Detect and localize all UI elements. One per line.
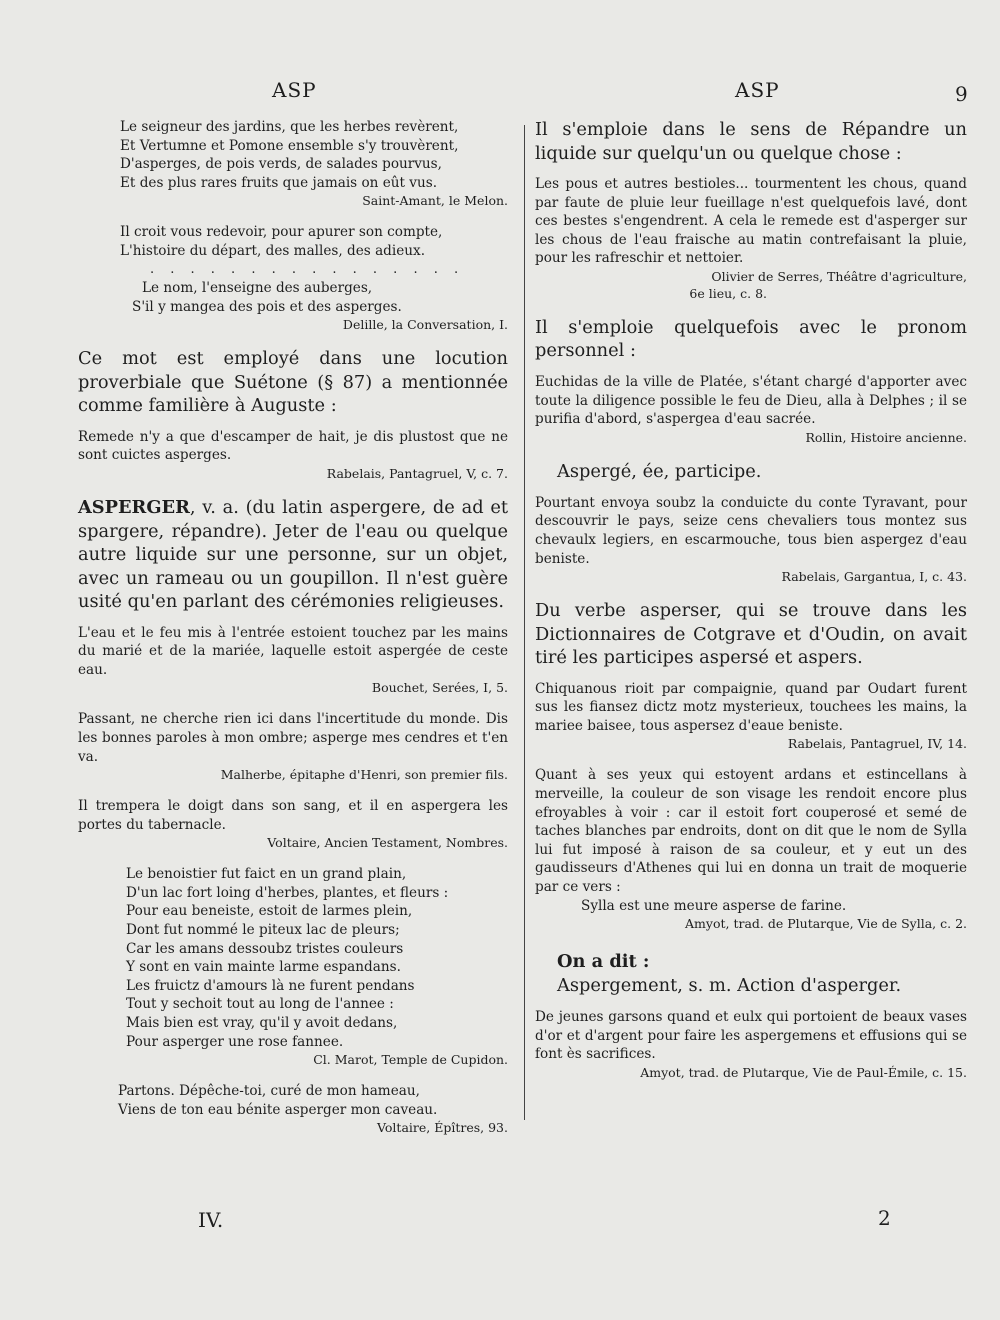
citation: Rollin, Histoire ancienne. (805, 429, 967, 445)
sub-entry-heading: Aspergé, ée, participe. (557, 460, 762, 482)
quotation: Remede n'y a que d'escamper de hait, je dis plustost que ne sont cuictes asperges. (78, 428, 508, 464)
verse-line: L'histoire du départ, des malles, des adieux. (120, 242, 426, 259)
verse-line: Y sont en vain mainte larme espandans. (126, 959, 401, 976)
verse-line: Le benoistier fut faict en un grand plain, (126, 866, 407, 883)
citation: Rabelais, Gargantua, I, c. 43. (781, 569, 967, 585)
citation: Voltaire, Ancien Testament, Nombres. (267, 835, 508, 851)
quotation: Passant, ne cherche rien ici dans l'incertitude du monde. Dis les bonnes paroles à mon ombre; asperge mes cendres et t'en va. (78, 711, 508, 765)
quoted-verse: Sylla est une meure asperse de farine. (581, 897, 847, 914)
citation: Voltaire, Épîtres, 93. (377, 1120, 508, 1136)
verse-line: S'il y mangea des pois et des asperges. (132, 298, 402, 315)
verse-line: Pour eau beneiste, estoit de larmes plein, (126, 903, 413, 920)
quotation: L'eau et le feu mis à l'entrée estoient touchez par les mains du marié et de la mariée, laquelle estoit aspergée de ceste eau. (78, 624, 508, 678)
entry-text: , v. a. (du latin aspergere, de ad et spargere, répandre). Jeter de l'eau ou quelque autre liquide sur une personne, sur un objet, avec un rameau ou un goupillon. Il n'est guère usité qu'en parlant des cérémonies religieuses. (78, 497, 508, 613)
definition-paragraph: Il s'emploie dans le sens de Répandre un liquide sur quelqu'un ou quelque chose : (535, 119, 967, 164)
verse-line: Tout y sechoit tout au long de l'annee : (126, 996, 394, 1013)
left-column (78, 118, 508, 1150)
quotation: Pourtant envoya soubz la conduicte du conte Tyravant, pour descouvrir le pays, seize cens chevaliers tous montez sus chevaulx legiers, en escarmouche, tous bien aspergez d'eau beniste. (535, 494, 967, 567)
citation: Saint-Amant, le Melon. (362, 193, 508, 209)
column-rule (524, 125, 525, 1120)
verse-line: Viens de ton eau bénite asperger mon caveau. (118, 1101, 438, 1118)
citation: Olivier de Serres, Théâtre d'agriculture, (711, 268, 967, 284)
citation: Cl. Marot, Temple de Cupidon. (313, 1052, 508, 1068)
running-head-left: ASP (272, 78, 317, 102)
citation: Malherbe, épitaphe d'Henri, son premier fils. (220, 767, 508, 783)
quotation: Quant à ses yeux qui estoyent ardans et estincellans à merveille, la couleur de son visage les rendoit encore plus efroyables à voir : car il estoit fort couperosé et semé de taches blanches par endroits, dont on dit que le nom de Sylla lui fut imposé à raison de sa couleur, et y eut un des gaudisseurs d'Athenes qui lui en donna un trait de moquerie par ce vers : (535, 767, 967, 895)
verse-line: Il croit vous redevoir, pour apurer son compte, (120, 224, 443, 241)
quotation: De jeunes garsons quand et eulx qui portoient de beaux vases d'or et d'argent pour faire les aspergemens et effusions qui se font ès sacrifices. (535, 1009, 967, 1063)
quotation: Il trempera le doigt dans son sang, et il en aspergera les portes du tabernacle. (78, 798, 508, 833)
definition-paragraph: Du verbe asperser, qui se trouve dans les Dictionnaires de Cotgrave et d'Oudin, on avait tiré les participes aspersé et aspers. (535, 600, 967, 669)
definition-paragraph: Ce mot est employé dans une locution proverbiale que Suétone (§ 87) a mentionnée comme familière à Auguste : (78, 348, 508, 417)
verse-block (78, 223, 508, 316)
sub-entry-heading: Aspergement, s. m. Action d'asperger. (557, 975, 902, 997)
right-column (535, 118, 967, 1095)
verse-line: Dont fut nommé le piteux lac de pleurs; (126, 922, 400, 939)
citation: Amyot, trad. de Plutarque, Vie de Paul-Émile, c. 15. (640, 1064, 967, 1080)
sub-heading: On a dit : (557, 951, 650, 973)
citation: Rabelais, Pantagruel, V, c. 7. (326, 466, 508, 482)
verse-line: Mais bien est vray, qu'il y avoit dedans, (126, 1015, 398, 1032)
citation: Bouchet, Serées, I, 5. (371, 680, 508, 696)
quotation: Euchidas de la ville de Platée, s'étant chargé d'apporter avec toute la diligence possible le feu de Dieu, alla à Delphes ; il se purifia d'abord, s'aspergea d'eau sacrée. (535, 373, 967, 428)
headword: ASPERGER (78, 497, 190, 519)
verse-line: D'asperges, de pois verds, de salades pourvus, (120, 156, 442, 173)
verse-block (78, 118, 508, 192)
verse-line: Partons. Dépêche-toi, curé de mon hameau, (118, 1083, 420, 1100)
citation-continued: 6e lieu, c. 8. (689, 285, 767, 301)
verse-line: Car les amans dessoubz tristes couleurs (126, 940, 404, 957)
entry-definition (78, 496, 508, 614)
signature-mark: IV. (198, 1208, 224, 1232)
verse-line: D'un lac fort loing d'herbes, plantes, et fleurs : (126, 884, 449, 901)
verse-line: Le seigneur des jardins, que les herbes revèrent, (120, 119, 459, 135)
page-number: 9 (955, 82, 968, 106)
citation: Rabelais, Pantagruel, IV, 14. (787, 736, 967, 752)
verse-line: Pour asperger une rose fannee. (126, 1033, 344, 1050)
verse-line: Les fruictz d'amours là ne furent pendans (126, 977, 415, 994)
running-head-right: ASP (735, 78, 780, 102)
verse-block (78, 865, 508, 1051)
verse-line: Et Vertumne et Pomone ensemble s'y trouvèrent, (120, 137, 459, 154)
verse-line: Et des plus rares fruits que jamais on eût vus. (120, 174, 438, 191)
verse-block (78, 1082, 508, 1119)
citation: Amyot, trad. de Plutarque, Vie de Sylla, c. 2. (685, 916, 967, 932)
quotation: Les pous et autres bestioles... tourmentent les chous, quand par faute de pluie leur fueillage n'est quelquefois lavé, dont ces bestes s'engendrent. A cela le remede est d'asperger sur les chous de l'eau fraische au matin contrefaisant la pluie, pour les rafreschir et nettoier. (535, 176, 967, 267)
ellipsis-dots: . . . . . . . . . . . . . . . . (150, 261, 465, 277)
verse-line: Le nom, l'enseigne des auberges, (142, 280, 373, 297)
quotation: Chiquanous rioit par compaignie, quand par Oudart furent sus les fiansez dictz motz mysterieux, touchees les mains, la mariee baisee, tous aspersez d'eaue beniste. (535, 680, 967, 734)
signature-number: 2 (878, 1206, 891, 1230)
citation: Delille, la Conversation, I. (342, 317, 508, 333)
definition-paragraph: Il s'emploie quelquefois avec le pronom personnel : (535, 316, 967, 362)
